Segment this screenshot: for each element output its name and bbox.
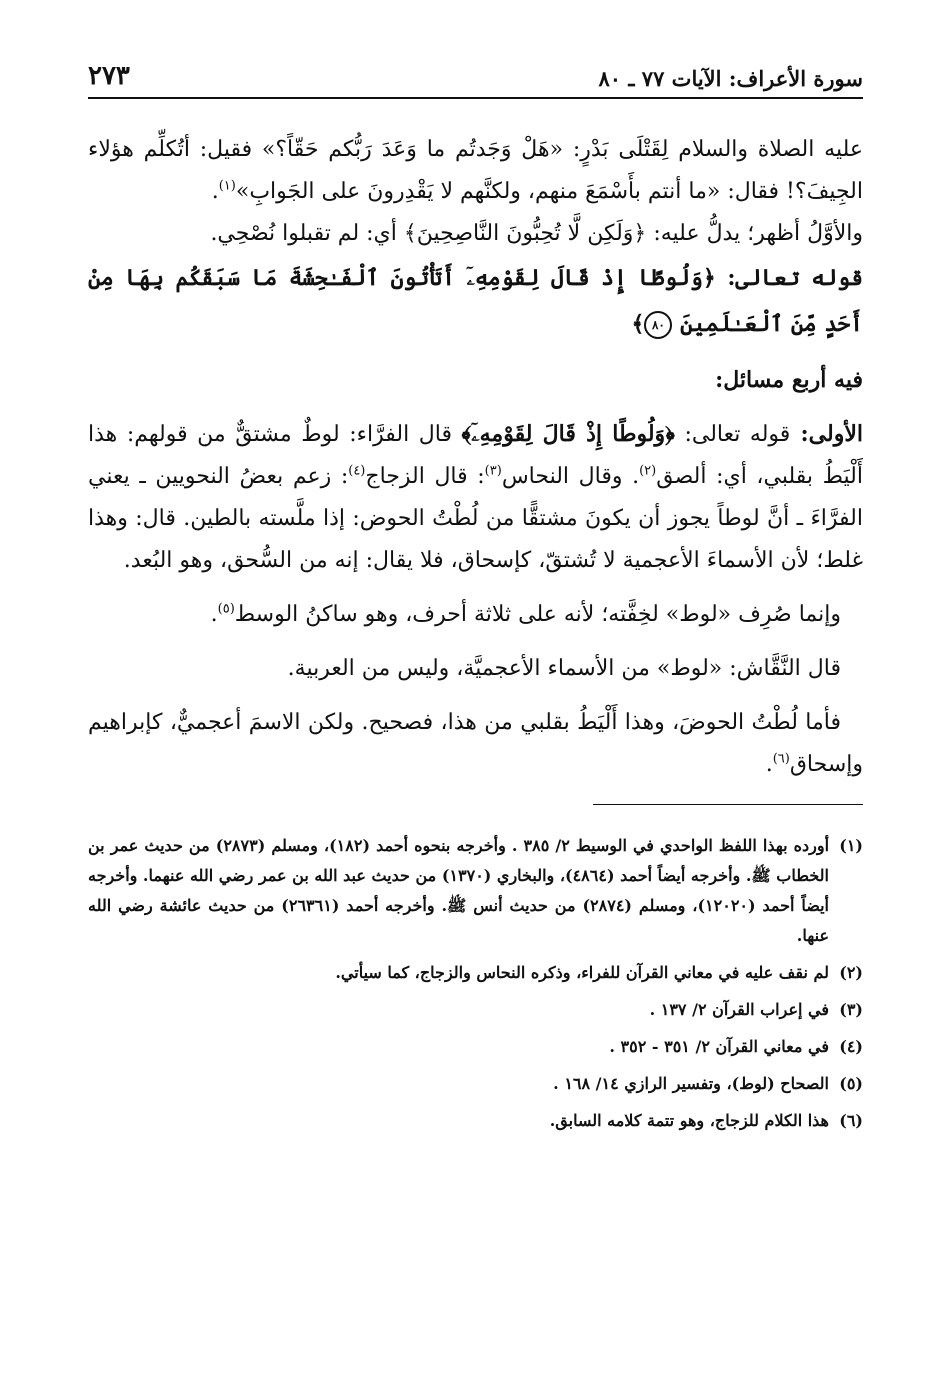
page [88, 55, 863, 1355]
footnote-separator [593, 804, 863, 805]
first-issue-label: الأولى: [790, 421, 863, 447]
footnote-ref-6[interactable]: (٦) [772, 751, 790, 767]
issues-heading: فيه أربع مسائل: [715, 367, 863, 393]
paragraph-1: عليه الصلاة والسلام لِقَتْلَى بَدْرٍ: «هَلْ وَجَدتُم ما وَعَدَ رَبُّكم حَقّاً؟» فقيل: أتُكلِّم هؤلاء الجِيفَ؟! فقال: «ما أنتم بأَسْمَعَ منهم، ولكنَّهم لا يَقْدِرونَ على الجَوابِ»$^{(١)}$. [88, 137, 863, 204]
paragraph-5: وإنما صُرِف «لوط» لخِفَّته؛ لأنه على ثلاثة أحرف، وهو ساكنُ الوسط$^{(٥)}$. [210, 601, 841, 627]
main-text [88, 129, 863, 786]
paragraph-first-issue: الأولى: قوله تعالى: ﴿وَلُوطًا إِذْ قَالَ لِقَوْمِهِۦٓ﴾ قال الفرَّاء: لوطٌ مشتقٌّ من قولهم: هذا أَلْيَطُ بقلبي، أي: ألصق$^{(٢)}$. وقال النحاس$^{(٣)}$: قال الزجاج$^{(٤)}$: زعم بعضُ النحويين ـ يعني الفرَّاءَ ـ أنَّ لوطاً يجوز أن يكونَ مشتقًّا من لُطْتُ الحوض: إذا ملَّسته بالطين. قال: وهذا غلط؛ لأن الأسماءَ الأعجمية لا تُشتقّ، كإسحاق، فلا يقال: إنه من السُّحق، وهو البُعد. [88, 421, 863, 573]
footnote-ref-5[interactable]: (٥) [217, 601, 235, 617]
verse-label: قوله تعالى: [715, 265, 863, 291]
page-number: ٢٧٣ [88, 61, 130, 91]
running-title: سورة الأعراف: الآيات ٧٧ ـ ٨٠ [598, 66, 863, 91]
footnote-ref-1[interactable]: (١) [218, 178, 236, 194]
footnote-4: (٤) في معاني القرآن ٢/ ٣٥١ - ٣٥٢ . [609, 1037, 863, 1056]
footnote-ref-3[interactable]: (٣) [484, 463, 502, 479]
paragraph-6: قال النَّقَّاش: «لوط» من الأسماء الأعجميَّة، وليس من العربية. [287, 656, 841, 681]
paragraph-2: والأوَّلُ أظهر؛ يدلُّ عليه: ﴿وَلَكِن لَّا تُحِبُّونَ النَّاصِحِينَ﴾ أي: لم تقبلوا نُصْحِي. [210, 221, 863, 246]
footnote-ref-2[interactable]: (٢) [639, 463, 657, 479]
verse-heading: قوله تعالى: ﴿وَلُوطًا إِذْ قَالَ لِقَوْمِهِۦٓ أَتَأْتُونَ ٱلْفَـٰحِشَةَ مَا سَبَقَكُم بِهَا مِنْ أَحَدٍ مِّنَ ٱلْعَـٰلَمِينَ ٨٠﴾ [88, 265, 863, 337]
verse-text: ﴿وَلُوطًا إِذْ قَالَ لِقَوْمِهِۦٓ أَتَأْتُونَ ٱلْفَـٰحِشَةَ مَا سَبَقَكُم بِهَا مِنْ أَحَدٍ مِّنَ ٱلْعَـٰلَمِينَ [88, 265, 863, 337]
verse-number-marker: ٨٠ [644, 311, 672, 339]
page-header [88, 55, 863, 99]
footnote-6: (٦) هذا الكلام للزجاج، وهو تتمة كلامه السابق. [549, 1111, 863, 1130]
paragraph-7: فأما لُطْتُ الحوضَ، وهذا أَلْيَطُ بقلبي من هذا، فصحيح. ولكن الاسمَ أعجميٌّ، كإبراهيم وإسحاق$^{(٦)}$. [88, 710, 863, 777]
footnote-ref-4[interactable]: (٤) [348, 463, 366, 479]
footnotes [88, 831, 863, 1136]
footnote-3: (٣) في إعراب القرآن ٢/ ١٣٧ . [649, 1000, 863, 1019]
footnote-1: (١) أورده بهذا اللفظ الواحدي في الوسيط ٢/ ٣٨٥ . وأخرجه بنحوه أحمد (١٨٢)، ومسلم (٢٨٧٣) من حديث عمر بن الخطاب ﷺ. وأخرجه أيضاً أحمد (٤٨٦٤)، والبخاري (١٣٧٠) من حديث عبد الله بن عمر رضي الله عنهما. وأخرجه أيضاً أحمد (١٢٠٢٠)، ومسلم (٢٨٧٤) من حديث أنس ﷺ. وأخرجه أحمد (٢٦٣٦١) من حديث عائشة رضي الله عنها. [88, 836, 863, 945]
footnote-5: (٥) الصحاح (لوط)، وتفسير الرازي ١٤/ ١٦٨ . [553, 1074, 863, 1093]
footnote-2: (٢) لم نقف عليه في معاني القرآن للفراء، وذكره النحاس والزجاج، كما سيأتي. [335, 963, 863, 982]
